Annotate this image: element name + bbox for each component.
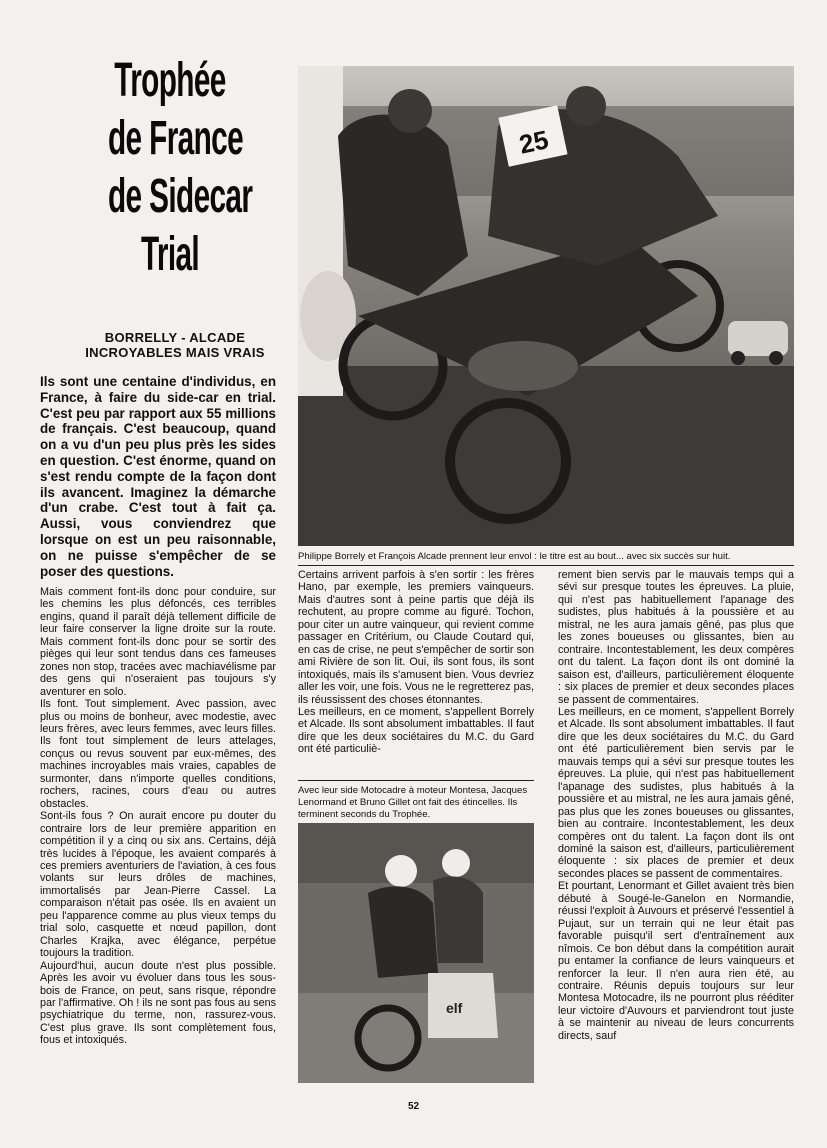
main-photo: [298, 66, 794, 546]
article-subtitle: [75, 330, 275, 360]
article-title: [108, 52, 253, 284]
paragraph: Ils font. Tout simplement. Avec passion, avec plus ou moins de bonheur, avec modestie, avec leurs frères, avec leurs femmes, avec leurs filles. Ils font tout simplement de leurs attelages, conçus ou revus souvent par eux-mêmes, des machines incroyables mais vraies, capables de surmonter, dans n'importe quelles conditions, rochers, racines, cours d'eau ou autres obstacles.: [40, 698, 276, 810]
title-line: de Sidecar: [108, 170, 253, 223]
title-line: Trophée: [114, 54, 226, 107]
subtitle-line: BORRELLY - ALCADE: [104, 330, 246, 345]
caption-divider: [298, 780, 534, 781]
paragraph: Et pourtant, Lenormant et Gillet avaient très bien débuté à Sougé-le-Ganelon en Normandie, réussi l'exploit à Auvours et préservé l'essentiel à Pujaut, sur un terrain qui ne leur était pas favorable puisqu'il sert d'entraînement aux nîmois. Ce bon début dans la compétition aurait pu entamer la confiance de leurs vainqueurs et renforcer la leur. Il n'en aura rien été, au contraire. Réunis depuis toujours sur leur Montesa Motocadre, ils ne pourront plus rééditer leur victoire d'Auvours et parviendront tout juste à se maintenir au niveau de leurs concurrents directs, sauf: [558, 880, 794, 1042]
paragraph: Les meilleurs, en ce moment, s'appellent Borrely et Alcade. Ils sont absolument imbattables. Il faut dire que les deux sociétaires du M.C. du Gard ont été particuliè-: [298, 705, 534, 756]
small-photo-caption: Avec leur side Motocadre à moteur Montesa, Jacques Lenormand et Bruno Gillet ont fait des étincelles. Ils terminent seconds du Trophée.: [298, 785, 528, 820]
paragraph: Les meilleurs, en ce moment, s'appellent Borrely et Alcade. Ils sont absolument imbattables. Il faut dire que les deux sociétaires du M.C. du Gard ont été particulièrement bien servis par le mauvais temps qui a sévi sur presque toutes les épreuves. La pluie, qui n'est pas habituellement l'apanage des sudistes, plus habitués à la poussière et au mistral, ne les aura jamais gêné, pas plus que les zones boueuses ou glissantes, bien au contraire. Incontestablement, les deux compères ont du talent. La façon dont ils ont dominé la saison est, d'ailleurs, particulièrement éloquente : six places de premier et deux secondes places se passent de commentaires.: [558, 705, 794, 880]
paragraph: Certains arrivent parfois à s'en sortir : les frères Hano, par exemple, les premiers vainqueurs. Mais d'autres sont à peine partis que déjà ils rechutent, au propre comme au figuré. Tochon, pour citer un autre vainqueur, qui revient comme passager en Critérium, ou Claude Coutard qui, en cas de crise, ne peut s'empêcher de sortir son ami Rivière de son lit. Oui, ils sont fous, ils sont intoxiqués, mais ils s'amusent bien. Vous devriez aller les voir, une fois. Vous ne le regretterez pas, ils réussissent des choses étonnantes.: [298, 569, 534, 706]
body-column-2: [298, 569, 534, 756]
title-line: de France: [108, 112, 244, 165]
paragraph: Sont-ils fous ? On aurait encore pu douter du contraire lors de leur première apparition en compétition il y a cinq ou six ans. Certains, déjà très lucides à l'époque, les avaient comparés à ces premiers aventuriers de l'aviation, à ces fous volants sur leurs drôles de machines, immortalisés par Jean-Pierre Cassel. La comparaison n'était pas osée. Ils en avaient un peu l'apparence comme au plus vieux temps du trial solo, casquette et nœud papillon, dont Charles Krajka, avec élégance, perpétue toujours la tradition.: [40, 810, 276, 960]
paragraph: Aujourd'hui, aucun doute n'est plus possible. Après les avoir vu évoluer dans tous les sous-bois de France, on peut, sans risque, répondre par l'affirmative. Oh ! ils ne sont pas fous au sens psychiatrique du terme, non, rassurez-vous. C'est plus grave. Ils sont complètement fous, fous et intoxiqués.: [40, 959, 276, 1047]
main-photo-caption: Philippe Borrely et François Alcade prennent leur envol : le titre est au bout... avec six succès sur huit.: [298, 551, 731, 562]
body-column-1: [40, 586, 276, 1047]
subtitle-line: INCROYABLES MAIS VRAIS: [85, 345, 265, 360]
paragraph: Mais comment font-ils donc pour conduire, sur les chemins les plus défoncés, ces terribles engins, quand il paraît déjà tellement difficile de leur faire conserver la ligne droite sur la route. Mais comment font-ils donc pour se sortir des pièges qui leur sont tendus dans ces fameuses zones non stop, tracées avec machiavélisme par des gens qui n'oseraient pas toujours s'y aventurer en solo.: [40, 586, 276, 698]
lead-paragraph: Ils sont une centaine d'individus, en France, à faire du side-car en trial. C'est peu par rapport aux 55 millions de français. C'est beaucoup, quand on a vu d'un peu plus près les sides en question. C'est énorme, quand on s'est rendu compte de la façon dont ils avancent. Imaginez la démarche d'un crabe. C'est tout à fait ça. Aussi, vous conviendrez que lorsque on est un peu raisonnable, on ne puisse s'empêcher de se poser des questions.: [40, 374, 276, 579]
fairing-sticker: elf: [446, 1000, 463, 1016]
title-line: Trial: [140, 228, 200, 281]
secondary-photo: [298, 823, 534, 1083]
body-column-3: [558, 569, 794, 1042]
race-number: 25: [516, 124, 551, 160]
page-number: 52: [407, 1101, 420, 1112]
caption-divider: [298, 565, 794, 566]
paragraph: rement bien servis par le mauvais temps qui a sévi sur presque toutes les épreuves. La pluie, qui n'est pas habituellement l'apanage des sudistes, plus habitués à la poussière et au mistral, ne les aura jamais gêné, pas plus que les zones boueuses ou glissantes, bien au contraire. Incontestablement, les deux compères ont du talent. La façon dont ils ont dominé la saison est, d'ailleurs, particulièrement éloquente : six places de premier et deux secondes places se passent de commentaires.: [558, 569, 794, 706]
sidecar-jump-photo: [298, 66, 794, 546]
sidecar-crew-photo: [298, 823, 534, 1083]
